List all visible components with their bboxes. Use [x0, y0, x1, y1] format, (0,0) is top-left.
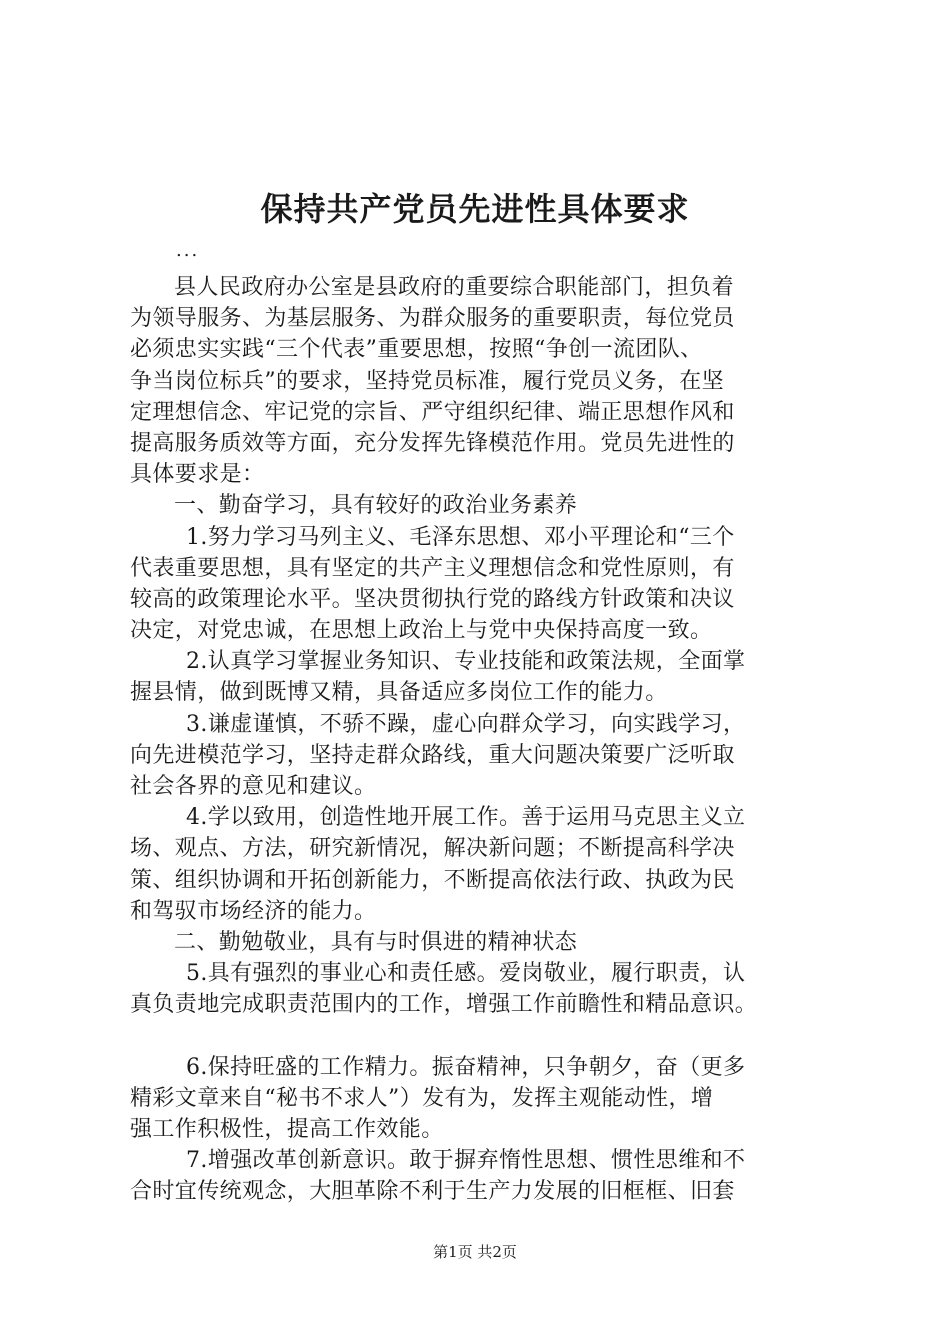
list-item-line: 7.增强改革创新意识。敢于摒弃惰性思想、惯性思维和不	[186, 1148, 746, 1174]
list-item-line: 代表重要思想，具有坚定的共产主义理想信念和党性原则，有	[130, 555, 735, 581]
list-item-line: 社会各界的意见和建议。	[130, 774, 377, 799]
list-item-line: 决定，对党忠诚，在思想上政治上与党中央保持高度一致。	[130, 618, 713, 644]
list-item-line: 强工作积极性，提高工作效能。	[130, 1117, 444, 1143]
paragraph-line: 提高服务质效等方面，充分发挥先锋模范作用。党员先进性的	[130, 430, 735, 456]
list-item-line: 较高的政策理论水平。坚决贯彻执行党的路线方针政策和决议	[130, 586, 735, 612]
list-item-line: 5.具有强烈的事业心和责任感。爱岗敬业，履行职责，认	[186, 961, 746, 987]
section-heading: 二、勤勉敬业，具有与时俱进的精神状态	[174, 929, 578, 955]
paragraph-line: 定理想信念、牢记党的宗旨、严守组织纪律、端正思想作风和	[130, 399, 735, 425]
section-heading: 一、勤奋学习，具有较好的政治业务素养	[174, 493, 578, 519]
paragraph-line: 县人民政府办公室是县政府的重要综合职能部门，担负着	[174, 275, 735, 300]
list-item-line: 向先进模范学习，坚持走群众路线，重大问题决策要广泛听取	[130, 742, 735, 768]
paragraph-line: 为领导服务、为基层服务、为群众服务的重要职责，每位党员	[130, 306, 735, 332]
list-item-line: 握县情，做到既博又精，具备适应多岗位工作的能力。	[130, 680, 668, 706]
list-item-line: 和驾驭市场经济的能力。	[130, 898, 377, 924]
list-item-line: 策、组织协调和开拓创新能力，不断提高依法行政、执政为民	[130, 867, 735, 893]
list-item-line: 4.学以致用，创造性地开展工作。善于运用马克思主义立	[186, 805, 746, 831]
paragraph-line: 必须忠实实践“三个代表”重要思想，按照“争创一流团队、	[130, 337, 703, 363]
page-title: 保持共产党员先进性具体要求	[260, 190, 690, 228]
list-item-line: 合时宜传统观念，大胆革除不利于生产力发展的旧框框、旧套	[130, 1179, 735, 1205]
paragraph-line: 争当岗位标兵”的要求，坚持党员标准，履行党员义务，在坚	[130, 368, 725, 394]
list-item-line: 3.谦虚谨慎，不骄不躁，虚心向群众学习，向实践学习，	[186, 711, 746, 737]
list-item-line: 精彩文章来自“秘书不求人”）发有为，发挥主观能动性，增	[130, 1085, 714, 1111]
list-item-line: 2.认真学习掌握业务知识、专业技能和政策法规，全面掌	[186, 649, 746, 675]
list-item-line: 6.保持旺盛的工作精力。振奋精神，只争朝夕，奋（更多	[186, 1054, 746, 1080]
page-footer: 第1页 共2页	[433, 1243, 517, 1261]
paragraph-line: 具体要求是：	[130, 462, 265, 488]
list-item-line: 真负责地完成职责范围内的工作，增强工作前瞻性和精品意识。	[130, 992, 758, 1018]
ellipsis-marker: ...	[176, 240, 200, 261]
list-item-line: 场、观点、方法，研究新情况，解决新问题；不断提高科学决	[130, 836, 735, 862]
list-item-line: 1.努力学习马列主义、毛泽东思想、邓小平理论和“三个	[186, 524, 735, 550]
blank-line	[130, 1021, 834, 1052]
document-body	[130, 272, 834, 1208]
